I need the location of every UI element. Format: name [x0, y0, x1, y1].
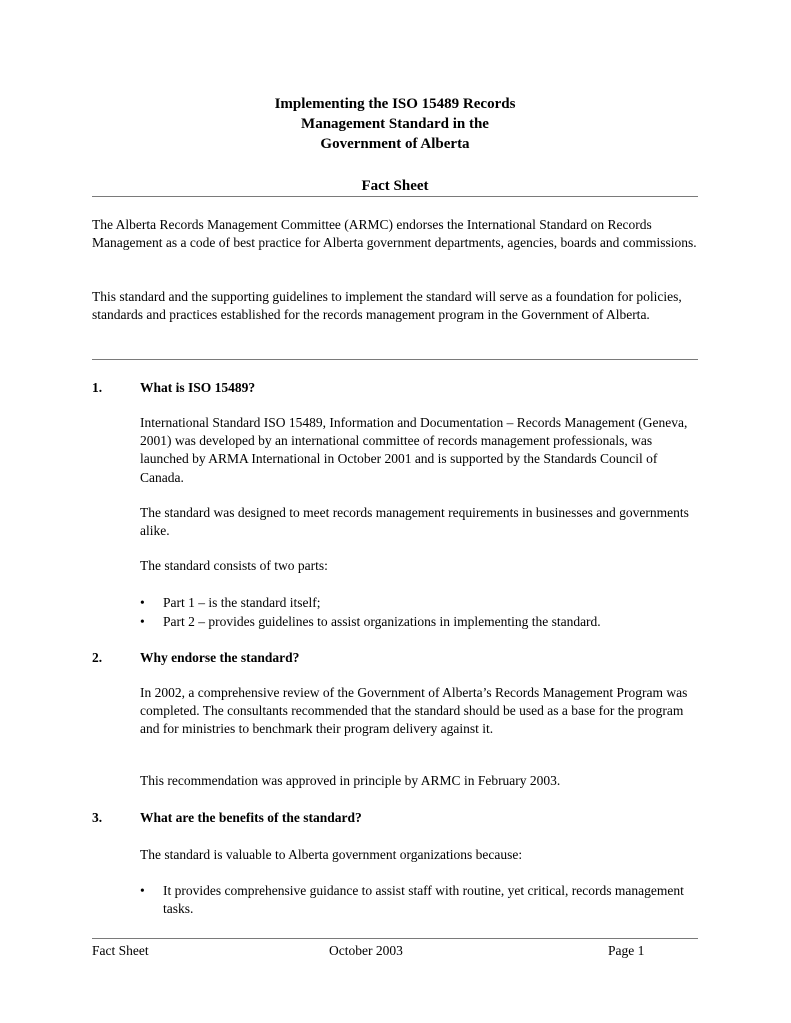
footer-divider — [92, 938, 698, 939]
bullet-icon: • — [140, 595, 145, 610]
footer-page-number: Page 1 — [608, 943, 645, 958]
list-item: It provides comprehensive guidance to assist staff with routine, yet critical, records management tasks. — [163, 883, 684, 917]
section-paragraph: The standard was designed to meet records management requirements in businesses and governments alike. — [140, 505, 689, 539]
section-paragraph: The standard is valuable to Alberta government organizations because: — [140, 847, 523, 862]
section-number: 1. — [92, 380, 103, 395]
document-subtitle: Fact Sheet — [361, 178, 429, 194]
document-title — [92, 94, 698, 154]
title-line: Implementing the ISO 15489 Records — [274, 96, 516, 112]
section-heading: What is ISO 15489? — [140, 380, 256, 395]
title-line: Government of Alberta — [320, 136, 470, 152]
footer-doc-name: Fact Sheet — [92, 943, 149, 958]
section-paragraph: This recommendation was approved in principle by ARMC in February 2003. — [140, 773, 561, 788]
section-paragraph: The standard consists of two parts: — [140, 558, 328, 573]
section-number: 2. — [92, 650, 103, 665]
bullet-icon: • — [140, 614, 145, 629]
intro-paragraph: This standard and the supporting guidelines to implement the standard will serve as a foundation for policies, standards and practices established for the records management program in the Government of Alberta. — [92, 289, 682, 323]
title-line: Management Standard in the — [301, 116, 489, 132]
section-paragraph: International Standard ISO 15489, Information and Documentation – Records Management (Geneva, 2001) was developed by an international committee of records management professionals, was launched by ARMA International in October 2001 and is supported by the Standards Council of Canada. — [140, 415, 688, 485]
title-divider — [92, 196, 698, 197]
section-paragraph: In 2002, a comprehensive review of the Government of Alberta’s Records Management Program was completed. The consultants recommended that the standard should be used as a base for the program and for ministries to benchmark their program delivery against it. — [140, 685, 688, 737]
section-number: 3. — [92, 810, 103, 825]
footer-date: October 2003 — [329, 943, 403, 958]
intro-divider — [92, 359, 698, 360]
bullet-icon: • — [140, 883, 145, 898]
list-item: Part 1 – is the standard itself; — [163, 595, 321, 610]
intro-paragraph: The Alberta Records Management Committee (ARMC) endorses the International Standard on Records Management as a code of best practice for Alberta government departments, agencies, boards and commissions. — [92, 217, 697, 251]
section-heading: What are the benefits of the standard? — [140, 810, 362, 825]
list-item: Part 2 – provides guidelines to assist organizations in implementing the standard. — [163, 614, 601, 629]
section-heading: Why endorse the standard? — [140, 650, 300, 665]
